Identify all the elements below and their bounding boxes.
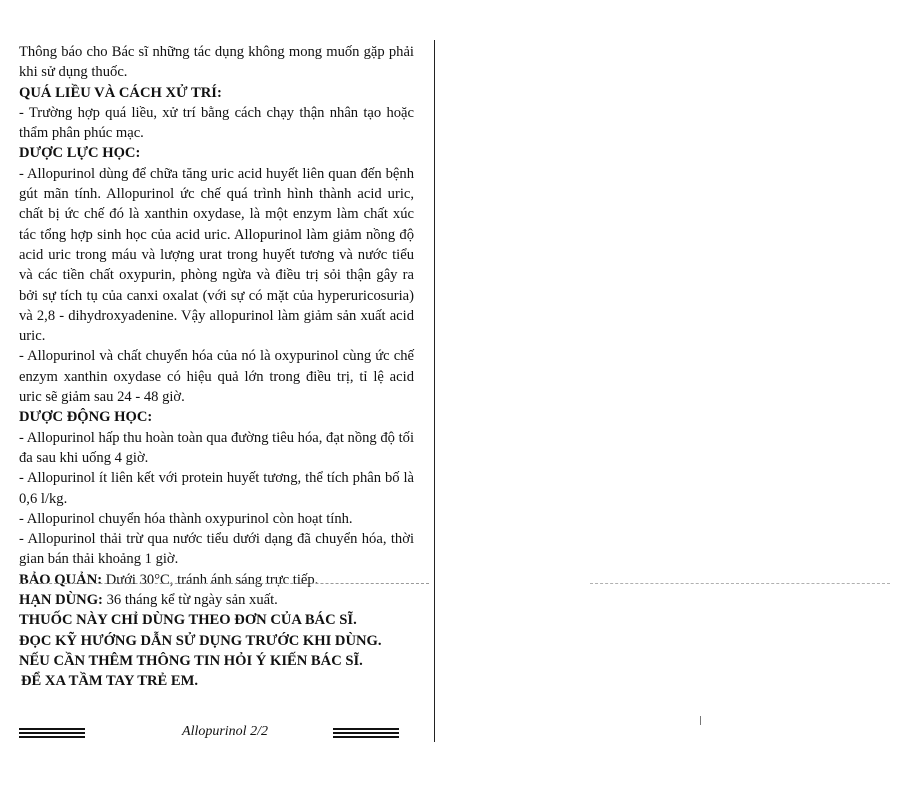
warning-read-instructions: ĐỌC KỸ HƯỚNG DẪN SỬ DỤNG TRƯỚC KHI DÙNG.	[19, 632, 382, 649]
storage-label: BẢO QUẢN:	[19, 571, 103, 588]
warning-keep-away-children: ĐỂ XA TẦM TAY TRẺ EM.	[21, 673, 199, 690]
pharmacodynamics-text-2: - Allopurinol và chất chuyển hóa của nó là oxypurinol cùng ức chế enzym xanthin oxydase có hiệu quả lớn trong điều trị, tỉ lệ acid uric sẽ giảm sau 24 - 48 giờ.	[19, 348, 414, 406]
footer-rule-right	[333, 728, 399, 740]
crop-mark	[700, 716, 701, 725]
heading-overdose: QUÁ LIỀU VÀ CÁCH XỬ TRÍ:	[19, 84, 222, 101]
warning-ask-doctor: NẾU CẦN THÊM THÔNG TIN HỎI Ý KIẾN BÁC SĨ.	[19, 652, 363, 669]
adverse-effects-notice: Thông báo cho Bác sĩ những tác dụng không mong muốn gặp phải khi sử dụng thuốc.	[19, 44, 414, 81]
heading-pharmacodynamics: DƯỢC LỰC HỌC:	[19, 145, 141, 162]
column-divider	[434, 40, 435, 742]
shelf-life-label: HẠN DÙNG:	[19, 592, 103, 609]
pharmacokinetics-text-1: - Allopurinol hấp thu hoàn toàn qua đường tiêu hóa, đạt nồng độ tối đa sau khi uống 4 giờ.	[19, 429, 415, 466]
storage-line	[19, 570, 414, 590]
shelf-life-text: 36 tháng kể từ ngày sản xuất.	[102, 592, 278, 609]
fold-line-left	[19, 583, 429, 584]
pharmacokinetics-text-4: - Allopurinol thải trừ qua nước tiểu dưới dạng đã chuyển hóa, thời gian bán thải khoảng 1 giờ.	[19, 531, 414, 568]
pharmacokinetics-text-2: - Allopurinol ít liên kết với protein huyết tương, thể tích phân bố là 0,6 l/kg.	[19, 470, 414, 507]
pharmacodynamics-text-1: - Allopurinol dùng để chữa tăng uric acid huyết liên quan đến bệnh gút mãn tính. Allopurinol ức chế quá trình hình thành acid uric, chất bị ức chế đó là xanthin oxydase, là một enzym làm chất xúc tác tổng hợp sinh học của acid uric. Allopurinol làm giảm nồng độ acid uric trong máu và lượng urat trong huyết tương và nước tiểu và các tiền chất oxypurin, phòng ngừa và điều trị sỏi thận gây ra bởi sự tích tụ của canxi oxalat (với sự có mặt của hyperuricosuria) và 2,8 - dihydroxyadenine. Vậy allopurinol làm giảm sản xuất acid uric.	[19, 165, 414, 345]
warning-prescription: THUỐC NÀY CHỈ DÙNG THEO ĐƠN CỦA BÁC SĨ.	[19, 612, 357, 629]
shelf-life-line	[19, 590, 414, 610]
leaflet-text-column	[19, 42, 414, 692]
fold-line-right	[590, 583, 890, 584]
storage-text: Dưới 30°C, tránh ánh sáng trực tiếp.	[102, 571, 319, 588]
heading-pharmacokinetics: DƯỢC ĐỘNG HỌC:	[19, 409, 153, 426]
pharmacokinetics-text-3: - Allopurinol chuyển hóa thành oxypurinol còn hoạt tính.	[19, 510, 353, 527]
footer-rule-left	[19, 728, 85, 740]
overdose-text: - Trường hợp quá liều, xử trí bằng cách chạy thận nhân tạo hoặc thẩm phân phúc mạc.	[19, 104, 414, 142]
footer-page-label: Allopurinol 2/2	[182, 724, 268, 739]
